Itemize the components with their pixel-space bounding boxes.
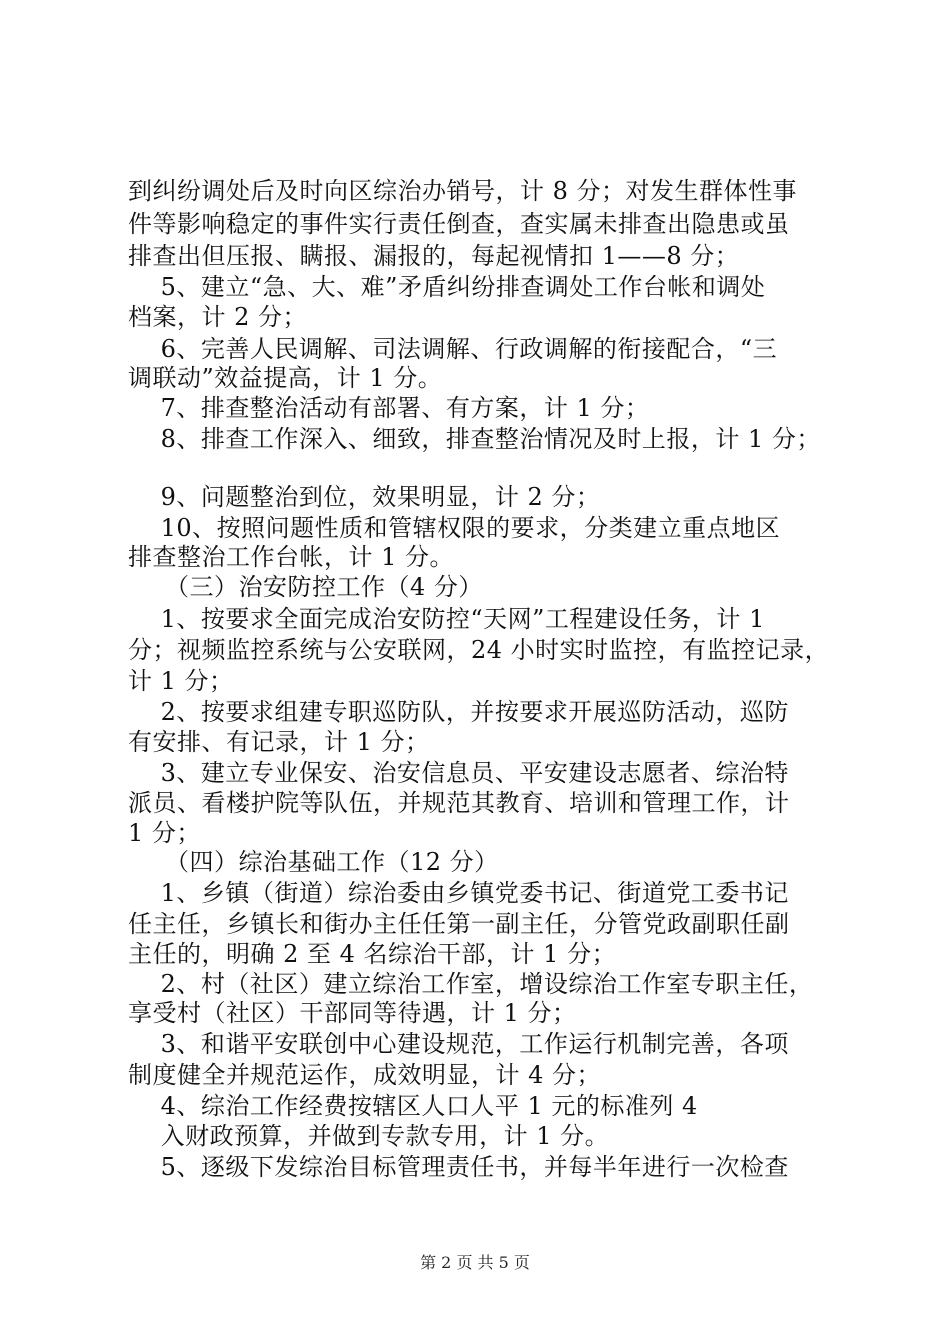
text-line: 调联动”效益提高，计 1 分。 xyxy=(128,364,443,392)
text-line: 1、乡镇（街道）综治委由乡镇党委书记、街道党工委书记 xyxy=(128,879,789,907)
text-line: 主任的，明确 2 至 4 名综治干部，计 1 分； xyxy=(128,940,617,968)
text-line: 任主任，乡镇长和街办主任任第一副主任，分管党政副职任副 xyxy=(128,910,790,938)
text-line: 有安排、有记录，计 1 分； xyxy=(128,728,430,756)
text-line: 5、建立“急、大、难”矛盾纠纷排查调处工作台帐和调处 xyxy=(128,273,766,301)
text-line: 1、按要求全面完成治安防控“天网”工程建设任务，计 1 xyxy=(128,605,765,633)
text-line: 制度健全并规范运作，成效明显，计 4 分； xyxy=(128,1061,602,1089)
page-number-footer: 第 2 页 共 5 页 xyxy=(420,1253,530,1272)
text-line: 4、综治工作经费按辖区人口人平 1 元的标准列 4 xyxy=(128,1092,698,1120)
text-line: 排查出但压报、瞒报、漏报的，每起视情扣 1——8 分； xyxy=(128,242,740,270)
text-line: 3、建立专业保安、治安信息员、平安建设志愿者、综治特 xyxy=(128,759,789,787)
text-line: 件等影响稳定的事件实行责任倒查，查实属未排查出隐患或虽 xyxy=(128,210,790,238)
text-line: 2、按要求组建专职巡防队，并按要求开展巡防活动，巡防 xyxy=(128,698,789,726)
text-line: 1 分； xyxy=(128,819,201,847)
text-line: 9、问题整治到位，效果明显，计 2 分； xyxy=(128,483,601,511)
text-line: 8、排查工作深入、细致，排查整治情况及时上报，计 1 分； xyxy=(128,425,821,453)
text-line: 档案，计 2 分； xyxy=(128,303,308,331)
text-line: 入财政预算，并做到专款专用，计 1 分。 xyxy=(128,1122,610,1150)
text-line: 排查整治工作台帐，计 1 分。 xyxy=(128,543,455,571)
text-line: 7、排查整治活动有部署、有方案，计 1 分； xyxy=(128,394,650,422)
text-line: 分；视频监控系统与公安联网，24 小时实时监控，有监控记录， xyxy=(128,636,830,664)
text-line: 计 1 分； xyxy=(128,667,234,695)
section-heading: （四）综治基础工作（12 分） xyxy=(128,848,499,876)
text-line: 派员、看楼护院等队伍，并规范其教育、培训和管理工作，计 xyxy=(128,789,790,817)
text-line: 3、和谐平安联创中心建设规范，工作运行机制完善，各项 xyxy=(128,1030,789,1058)
text-line: 6、完善人民调解、司法调解、行政调解的衔接配合，“三 xyxy=(128,335,778,363)
text-line: 10、按照问题性质和管辖权限的要求，分类建立重点地区 xyxy=(128,514,781,542)
section-heading: （三）治安防控工作（4 分） xyxy=(128,573,483,601)
text-line: 5、逐级下发综治目标管理责任书，并每半年进行一次检查 xyxy=(128,1153,789,1181)
text-line: 2、村（社区）建立综治工作室，增设综治工作室专职主任， xyxy=(128,970,814,998)
text-line: 到纠纷调处后及时向区综治办销号，计 8 分；对发生群体性事 xyxy=(128,177,798,205)
text-line: 享受村（社区）干部同等待遇，计 1 分； xyxy=(128,999,577,1027)
